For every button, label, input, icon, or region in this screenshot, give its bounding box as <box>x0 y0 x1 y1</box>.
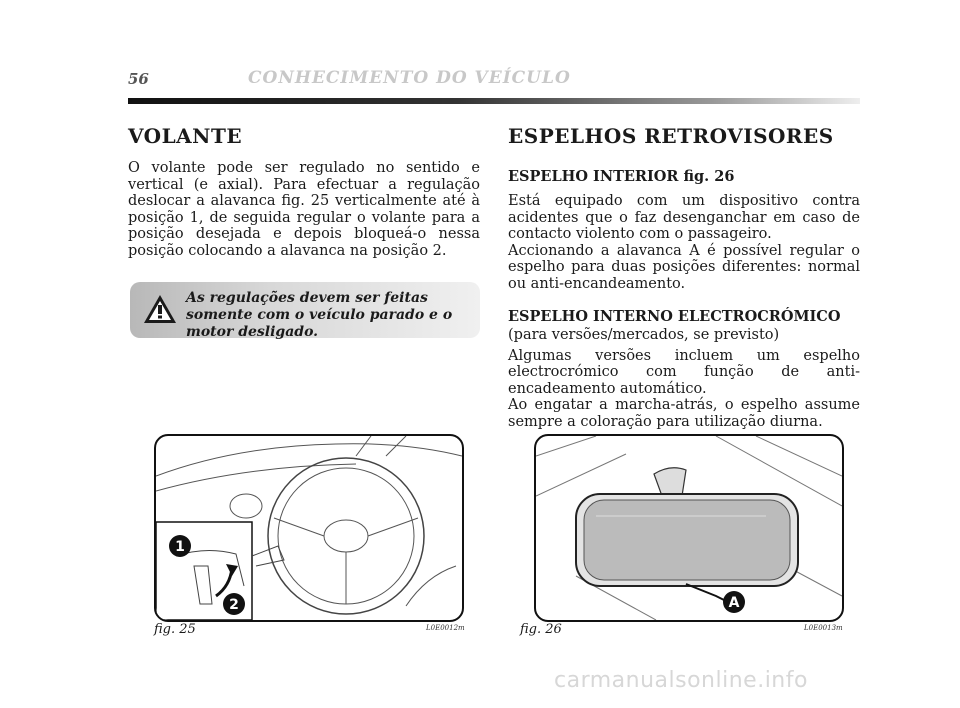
steering-wheel-illustration <box>156 436 462 620</box>
warning-box <box>130 282 480 338</box>
section-heading-espelhos: ESPELHOS RETROVISORES <box>508 124 834 148</box>
espelho-interior-p2: Accionando a alavanca A é possível regular o espelho para duas posições diferentes: normal ou anti-encandeamento. <box>508 242 860 292</box>
mirror-illustration <box>536 436 842 620</box>
electrocromico-p4: Ao engatar a marcha-atrás, o espelho assume sempre a coloração para utilização diurna. <box>508 397 860 430</box>
position-2-label: 2 <box>229 597 239 613</box>
espelho-interior-p1: Está equipado com um dispositivo contra acidentes que o faz desenganchar em caso de contacto violento com o passageiro. <box>508 193 860 242</box>
watermark: carmanualsonline.info <box>554 668 808 693</box>
warning-triangle-icon <box>142 292 178 326</box>
electrocromico-p3: Algumas versões incluem um espelho electrocrómico com função de anti-encadeamento automático. <box>508 347 860 397</box>
lever-a-label: A <box>728 595 740 611</box>
header-rule <box>128 98 860 104</box>
figure-steering-wheel <box>154 434 464 622</box>
fig26-code: L0E0013m <box>804 624 843 632</box>
page-number: 56 <box>128 70 149 88</box>
volante-paragraph: O volante pode ser regulado no sentido e vertical (e axial). Para efectuar a regulação deslocar a alavanca fig. 25 verticalmente até à posição 1, de seguida regular o volante para a posição desejada e depois bloqueá-o nessa posição colocando a alavanca na posição 2. <box>128 160 480 259</box>
section-heading-volante: VOLANTE <box>128 124 243 148</box>
fig25-code: L0E0012m <box>426 624 465 632</box>
fig25-caption: fig. 25 <box>154 622 196 637</box>
subheading-espelho-interior: ESPELHO INTERIOR fig. 26 <box>508 168 735 185</box>
position-1-label: 1 <box>175 539 185 555</box>
running-title: CONHECIMENTO DO VEÍCULO <box>248 68 571 88</box>
warning-text: As regulações devem ser feitas somente com o veículo parado e o motor desligado. <box>186 290 453 340</box>
left-column <box>128 124 480 267</box>
figure-rearview-mirror <box>534 434 844 622</box>
subheading-electrocromico: ESPELHO INTERNO ELECTROCRÓMICO <box>508 308 841 325</box>
right-column <box>508 124 860 438</box>
fig26-caption: fig. 26 <box>520 622 562 637</box>
electrocromico-note: (para versões/mercados, se previsto) <box>508 327 780 343</box>
